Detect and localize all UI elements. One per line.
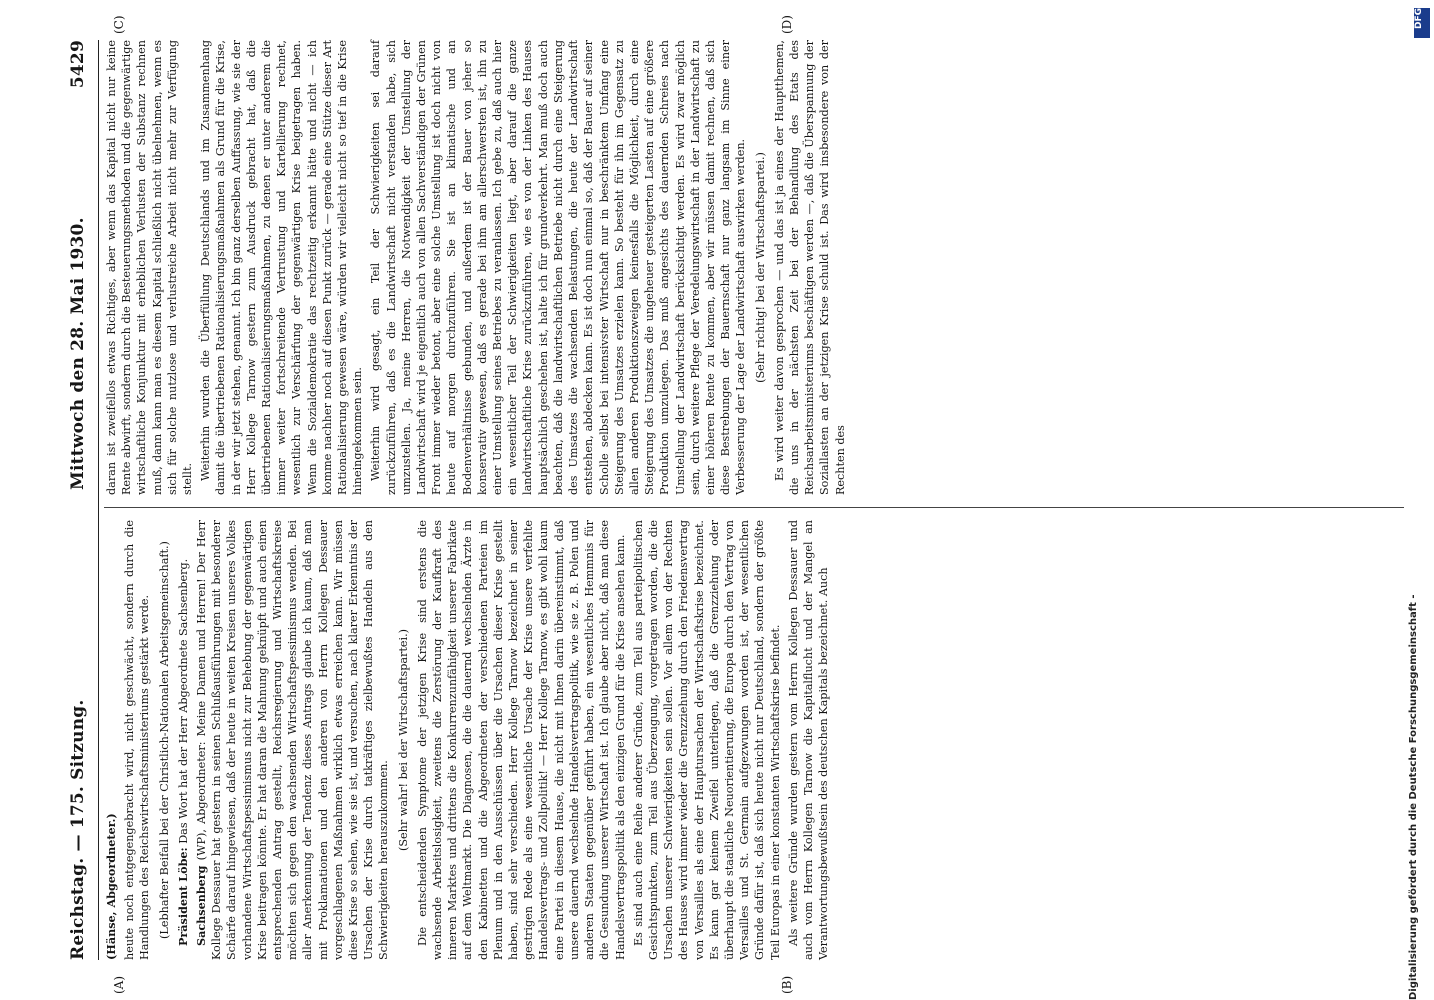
- header-date: Mittwoch den 28. Mai 1930.: [68, 217, 88, 490]
- paragraph: heute noch entgegengebracht wird, nicht geschwächt, sondern durch die Handlungen des Reichswirtschaftsministeriums gestärkt werde.: [123, 520, 152, 960]
- applause-note: (Sehr wahr! bei der Wirtschaftspartei.): [396, 629, 410, 851]
- page-number: 5429: [68, 40, 88, 89]
- column-divider: [104, 507, 1404, 508]
- dfg-logo: DFG: [1414, 8, 1430, 38]
- text-column-right: [104, 40, 851, 495]
- page-header: [68, 40, 98, 960]
- rotated-page: [60, 0, 1434, 1000]
- paragraph: Weiterhin wird gesagt, ein Teil der Schwierigkeiten sei darauf zurückzuführen, daß es die Landwirtschaft nicht verstanden habe, sich umzustellen. Ja, meine Herren, die Notwendigkeit der Umstellung der Landwirtschaft wird je eigentlich auch von allen Sachverständigen der Grünen Front immer wieder betont, aber eine solche Umstellung ist doch nicht von heute auf morgen durchzuführen. Sie ist an klimatische und an Bodenverhältnisse gebunden, und außerdem ist der Bauer von jeher so konservativ gewesen, daß es gerade bei ihm am allerschwersten ist, ihn zu einer Umstellung seines Betriebes zu veranlassen. Ich gebe zu, daß auch hier ein wesentlicher Teil der Schwierigkeiten liegt, aber darauf die ganze landwirtschaftliche Krise zurückzuführen, wie es von der Linken des Hauses hauptsächlich geschehen ist, halte ich für grundverkehrt. Man muß doch auch beachten, daß die landwirtschaftlichen Betriebe nicht durch eine Steigerung des Umsatzes die wachsenden Belastungen, die heute der Landwirtschaft entstehen, abdecken kann. Es ist doch nun einmal so, daß der Bauer auf seiner Scholle selbst bei intensivster Wirtschaft nur in beschränktem Umfang eine Steigerung des Umsatzes erzielen kann. So besteht für ihn im Gegensatz zu allen anderen Produktionszweigen keinesfalls die Möglichkeit, durch eine Steigerung des Umsatzes die ungeheuer gesteigerten Lasten auf eine größere Produktion umzulegen. Das muß angesichts des dauernden Schreies nach Umstellung der Landwirtschaft berücksichtigt werden. Es wird zwar möglich sein, durch weitere Pflege der Veredelungswirtschaft in der Landwirtschaft zu einer höheren Rente zu kommen, aber wir müssen damit rechnen, daß sich diese Bestrebungen der Bauernschaft nur ganz langsam im Sinne einer Verbesserung der Lage der Landwirtschaft auswirken werden.: [369, 40, 748, 495]
- paragraph: Als weitere Gründe wurden gestern vom Herrn Kollegen Dessauer und auch vom Herrn Kollegen Tarnow die Kapitalflucht und der Mangel an Verantwortungsbewußtsein des deutschen Kapitals bezeichnet. Auch: [786, 520, 831, 960]
- applause-note: (Sehr richtig! bei der Wirtschaftspartei.): [753, 152, 767, 383]
- header-rule: [98, 40, 99, 960]
- paragraph: Weiterhin wurden die Überfüllung Deutschlands und im Zusammenhang damit die übertriebenen Rationalisierungsmaßnahmen als Grund für die Krise, in der wir jetzt stehen, genannt. Ich bin ganz derselben Auffassung, wie sie der Herr Kollege Tarnow gestern zum Ausdruck gebracht hat, daß die übertriebenen Rationalisierungsmaßnahmen, zu denen er unter anderem die immer weiter fortschreitende Vertrustung und Kartellierung rechnet, wesentlich zur Verschärfung der gegenwärtigen Krise beigetragen haben. Wenn die Sozialdemokratie das rechtzeitig erkannt hätte und nicht — ich komme nachher noch auf diesen Punkt zurück — gerade eine Stütze dieser Art Rationalisierung gewesen wäre, würden wir vielleicht nicht so tief in die Krise hineingekommen sein.: [199, 40, 365, 495]
- document-sheet: [60, 15, 1420, 1000]
- speaker-name: Sachsenberg: [194, 865, 209, 946]
- speaker-tag: (Hänse, Abgeordneter.): [104, 813, 118, 960]
- paragraph: Es wird weiter davon gesprochen — und das ist ja eines der Hauptthemen, die uns in der nächsten Zeit bei der Behandlung des Etats des Reichsarbeitsministeriums beschäftigen werden —, daß die Überspannung der Soziallasten an der jetzigen Krise schuld ist. Das wird insbesondere von der Rechten des: [772, 40, 847, 495]
- speaker-name: Präsident Löbe:: [175, 847, 190, 946]
- paragraph: Sachsenberg (WP), Abgeordneter: Meine Damen und Herren! Der Herr Kollege Dessauer hat gestern in seinen Schlußausführungen mit besonderer Schärfe darauf hingewiesen, daß der heute in weiten Kreisen unseres Volkes vorhandene Wirtschaftspessimismus nicht zur Behebung der gegenwärtigen Krise beitragen könnte. Er hat daran die Mahnung geknüpft und auch einen entsprechenden Antrag gestellt, Reichsregierung und Wirtschaftskreise möchten sich gegen den wachsenden Wirtschaftspessimismus wenden. Bei aller Anerkennung der Tendenz dieses Antrags glaube ich kaum, daß man mit Proklamationen und den anderen von Herrn Kollegen Dessauer vorgeschlagenen Maßnahmen wirklich etwas erreichen kann. Wir müssen diese Krise so sehen, wie sie ist, und versuchen, nach klarer Erkenntnis der Ursachen der Krise durch tatkräftiges zielbewußtes Handeln aus den Schwierigkeiten herauszukommen.: [194, 520, 391, 960]
- digitization-credit: Digitalisierung gefördert durch die Deutsche Forschungsgemeinschaft -: [1408, 594, 1419, 1000]
- paragraph: Die entscheidenden Symptome der jetzigen Krise sind erstens die wachsende Arbeitslosigkeit, zweitens die Zerstörung der Kaufkraft des inneren Marktes und drittens die Konkurrenzunfähigkeit unserer Fabrikate auf dem Weltmarkt. Die Diagnosen, die die dauernd wechselnden Ärzte in den Kabinetten und die Abgeordneten der verschiedenen Parteien im Plenum und in den Ausschüssen über die Ursachen dieser Krise gestellt haben, sind sehr verschieden. Herr Kollege Tarnow bezeichnet in seiner gestrigen Rede als eine wesentliche Ursache der Krise unsere verfehlte Handelsvertrags- und Zollpolitik! — Herr Kollege Tarnow, es gibt wohl kaum eine Partei in diesem Hause, die nicht mit Ihnen darin übereinstimmt, daß unsere dauernd wechselnde Handelsvertragspolitik, wie sie z. B. Polen und anderen Staaten gegenüber geführt haben, ein wesentliches Hemmnis für die Gesundung unserer Wirtschaft ist. Ich glaube aber nicht, daß man diese Handelsvertragspolitik als den einzigen Grund für die Krise ansehen kann.: [415, 520, 627, 960]
- text-column-left: [104, 520, 834, 960]
- paragraph: Es sind auch eine Reihe anderer Gründe, zum Teil aus parteipolitischen Gesichtspunkten, zum Teil aus Überzeugung, vorgetragen worden, die die Ursachen unserer Schwierigkeiten sein sollen. Vor allem von der Rechten des Hauses wird immer wieder die Grenzziehung durch den Friedensvertrag von Versailles als eine der Hauptursachen der Wirtschaftskrise bezeichnet. Es kann gar keinem Zweifel unterliegen, daß die Grenzziehung oder überhaupt die staatliche Neuorientierung, die Europa durch den Vertrag von Versailles und St. Germain aufgezwungen worden ist, der wesentlichen Gründe dafür ist, daß sich heute nicht nur Deutschland, sondern der größte Teil Europas in einer konstanten Wirtschaftskrise befindet.: [631, 520, 782, 960]
- margin-marker-b: (B): [780, 975, 794, 994]
- applause-note: (Lebhafter Beifall bei der Christlich-Nationalen Arbeitsgemeinschaft.): [157, 541, 171, 939]
- paragraph: daran ist zweifellos etwas Richtiges, aber wenn das Kapital nicht nur keine Rente abwirft, sondern durch die Besteuerungsmethoden und die gegenwärtige wirtschaftliche Konjunktur mit erheblichen Verlusten der Substanz rechnen muß, dann kann man es diesem Kapital schließlich nicht übelnehmen, wenn es sich für solche nutzlose und verlustreiche Arbeit nicht mehr zur Verfügung stellt.: [105, 40, 195, 495]
- margin-marker-c: (C): [112, 15, 126, 34]
- margin-marker-d: (D): [780, 15, 794, 34]
- margin-marker-a: (A): [112, 975, 126, 994]
- header-session: Reichstag. — 175. Sitzung.: [68, 699, 88, 960]
- paragraph: Präsident Löbe: Das Wort hat der Herr Abgeordnete Sachsenberg.: [175, 558, 190, 946]
